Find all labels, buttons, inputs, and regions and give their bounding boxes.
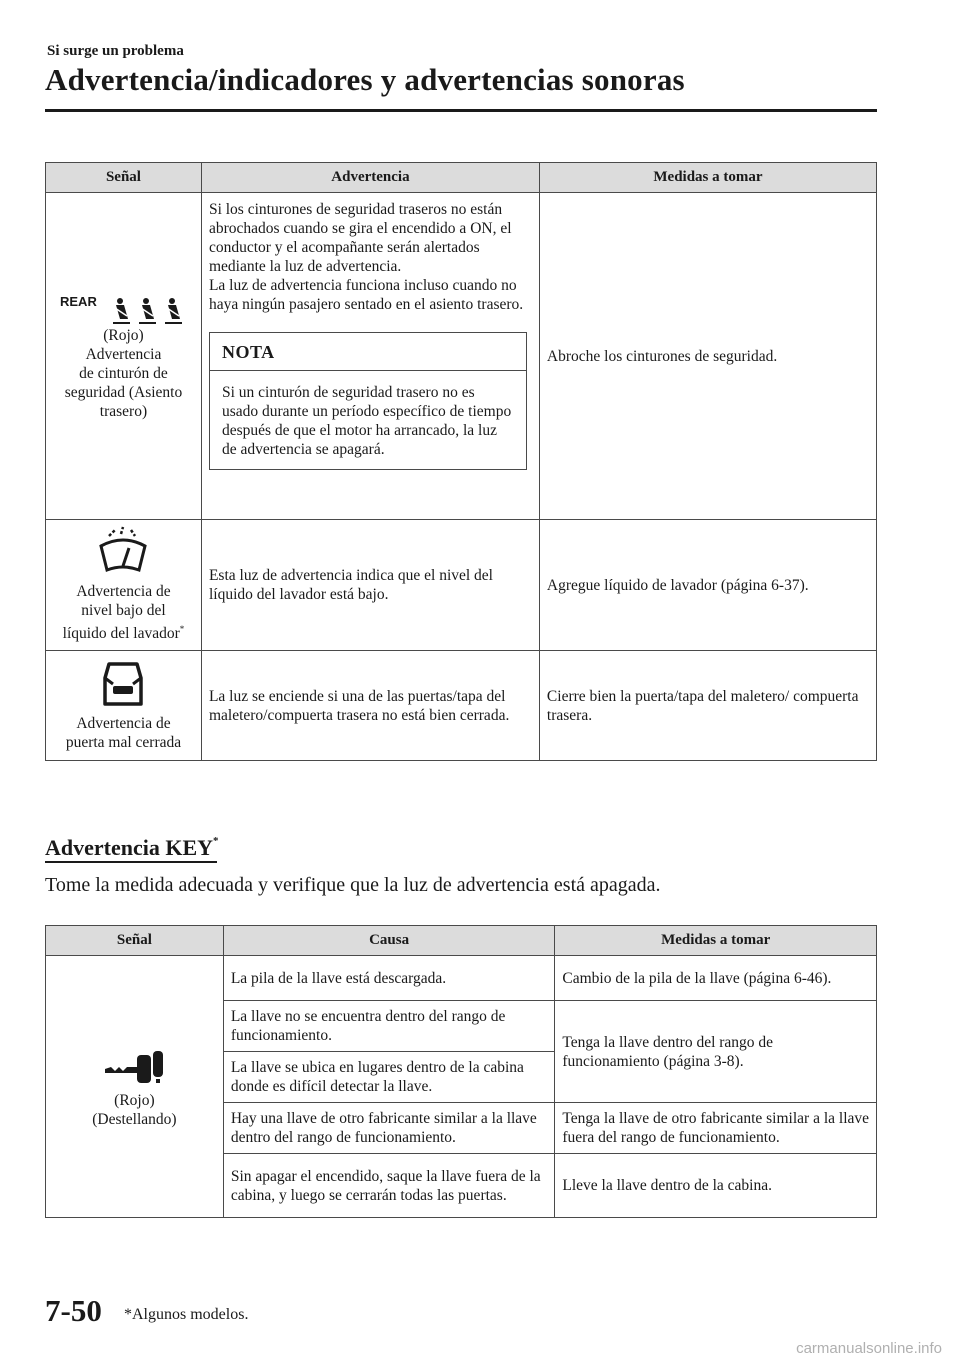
seat-person-icon bbox=[139, 298, 156, 324]
section-title: Si surge un problema bbox=[47, 43, 184, 59]
column-header: Medidas a tomar bbox=[539, 163, 876, 193]
signal-line: de cinturón de bbox=[79, 364, 168, 382]
key-heading-text: Advertencia KEY bbox=[45, 835, 214, 860]
rear-label: REAR bbox=[60, 293, 98, 309]
column-header: Causa bbox=[223, 926, 555, 956]
seat-person-icon bbox=[113, 298, 130, 324]
key-intro-text: Tome la medida adecuada y verifique que la luz de advertencia está apagada. bbox=[45, 874, 661, 896]
table-header-row bbox=[46, 163, 877, 193]
warning-cell: La luz se enciende si una de las puertas/tapa del maletero/compuerta trasera no está bien cerrada. bbox=[201, 651, 539, 761]
table-row bbox=[46, 956, 877, 1001]
title-rule bbox=[45, 109, 877, 112]
door-ajar-icon bbox=[101, 660, 145, 710]
warning-text: Si los cinturones de seguridad traseros no están abrochados cuando se gira el encendido a ON, el conductor y el acompañante serán alertados mediante la luz de advertencia. bbox=[208, 201, 512, 275]
cause-cell: La llave no se encuentra dentro del rango de funcionamiento. bbox=[223, 1001, 555, 1052]
signal-cell bbox=[46, 193, 202, 520]
signal-line: (Destellando) bbox=[92, 1110, 177, 1128]
washer-fluid-icon bbox=[95, 526, 151, 578]
watermark: carmanualsonline.info bbox=[796, 1340, 942, 1357]
page-number: 7-50 bbox=[45, 1293, 102, 1328]
cause-cell: La pila de la llave está descargada. bbox=[223, 956, 555, 1001]
action-cell: Lleve la llave dentro de la cabina. bbox=[555, 1154, 877, 1218]
signal-line: Advertencia de bbox=[76, 714, 171, 732]
rear-seatbelt-warning-icon bbox=[58, 292, 188, 324]
cause-cell: Sin apagar el encendido, saque la llave fuera de la cabina, y luego se cerrarán todas las puertas. bbox=[223, 1154, 555, 1218]
note-text: Si un cinturón de seguridad trasero no es usado durante un período específico de tiempo después de que el motor ha arrancado, la luz de advertencia se apagará. bbox=[221, 384, 512, 458]
note-box bbox=[209, 332, 527, 470]
warning-table bbox=[45, 162, 877, 761]
key-warning-icon bbox=[103, 1045, 165, 1085]
action-cell: Agregue líquido de lavador (página 6-37). bbox=[539, 520, 876, 651]
heading-underline bbox=[45, 861, 217, 863]
signal-cell bbox=[46, 520, 202, 651]
action-cell: Tenga la llave de otro fabricante similar a la llave fuera del rango de funcionamiento. bbox=[555, 1103, 877, 1154]
footnote-mark: * bbox=[179, 624, 185, 635]
signal-line-text: líquido del lavador bbox=[62, 625, 180, 643]
page-title: Advertencia/indicadores y advertencias sonoras bbox=[45, 62, 685, 97]
seat-person-icon bbox=[165, 298, 182, 324]
cause-cell: La llave se ubica en lugares dentro de la cabina donde es difícil detectar la llave. bbox=[223, 1052, 555, 1103]
footnote: *Algunos modelos. bbox=[124, 1306, 249, 1323]
column-header: Señal bbox=[46, 163, 202, 193]
table-row bbox=[46, 520, 877, 651]
key-warning-heading bbox=[45, 835, 219, 861]
signal-line: Advertencia de bbox=[76, 583, 171, 601]
table-row bbox=[46, 193, 877, 520]
signal-line: seguridad (Asiento bbox=[64, 383, 183, 401]
key-warning-table bbox=[45, 925, 877, 1218]
signal-cell bbox=[46, 956, 224, 1218]
table-row bbox=[46, 651, 877, 761]
cause-cell: Hay una llave de otro fabricante similar a la llave dentro del rango de funcionamiento. bbox=[223, 1103, 555, 1154]
action-cell: Cambio de la pila de la llave (página 6-46). bbox=[555, 956, 877, 1001]
signal-line: (Rojo) bbox=[103, 326, 144, 344]
signal-line: Advertencia bbox=[85, 345, 162, 363]
signal-line: nivel bajo del bbox=[81, 602, 166, 620]
footnote-mark: * bbox=[213, 835, 219, 847]
table-header-row bbox=[46, 926, 877, 956]
column-header: Advertencia bbox=[201, 163, 539, 193]
signal-cell bbox=[46, 651, 202, 761]
signal-line: puerta mal cerrada bbox=[65, 733, 182, 751]
note-title: NOTA bbox=[210, 333, 526, 371]
signal-line: trasero) bbox=[99, 402, 148, 420]
warning-cell bbox=[201, 193, 539, 520]
action-cell: Tenga la llave dentro del rango de funcionamiento (página 3-8). bbox=[555, 1001, 877, 1103]
signal-line bbox=[53, 620, 194, 643]
warning-text: La luz de advertencia funciona incluso cuando no haya ningún pasajero sentado en el asiento trasero. bbox=[208, 277, 524, 313]
action-cell: Cierre bien la puerta/tapa del maletero/ compuerta trasera. bbox=[539, 651, 876, 761]
signal-line: (Rojo) bbox=[114, 1091, 155, 1109]
column-header: Señal bbox=[46, 926, 224, 956]
warning-cell: Esta luz de advertencia indica que el nivel del líquido del lavador está bajo. bbox=[201, 520, 539, 651]
action-cell: Abroche los cinturones de seguridad. bbox=[539, 193, 876, 520]
column-header: Medidas a tomar bbox=[555, 926, 877, 956]
